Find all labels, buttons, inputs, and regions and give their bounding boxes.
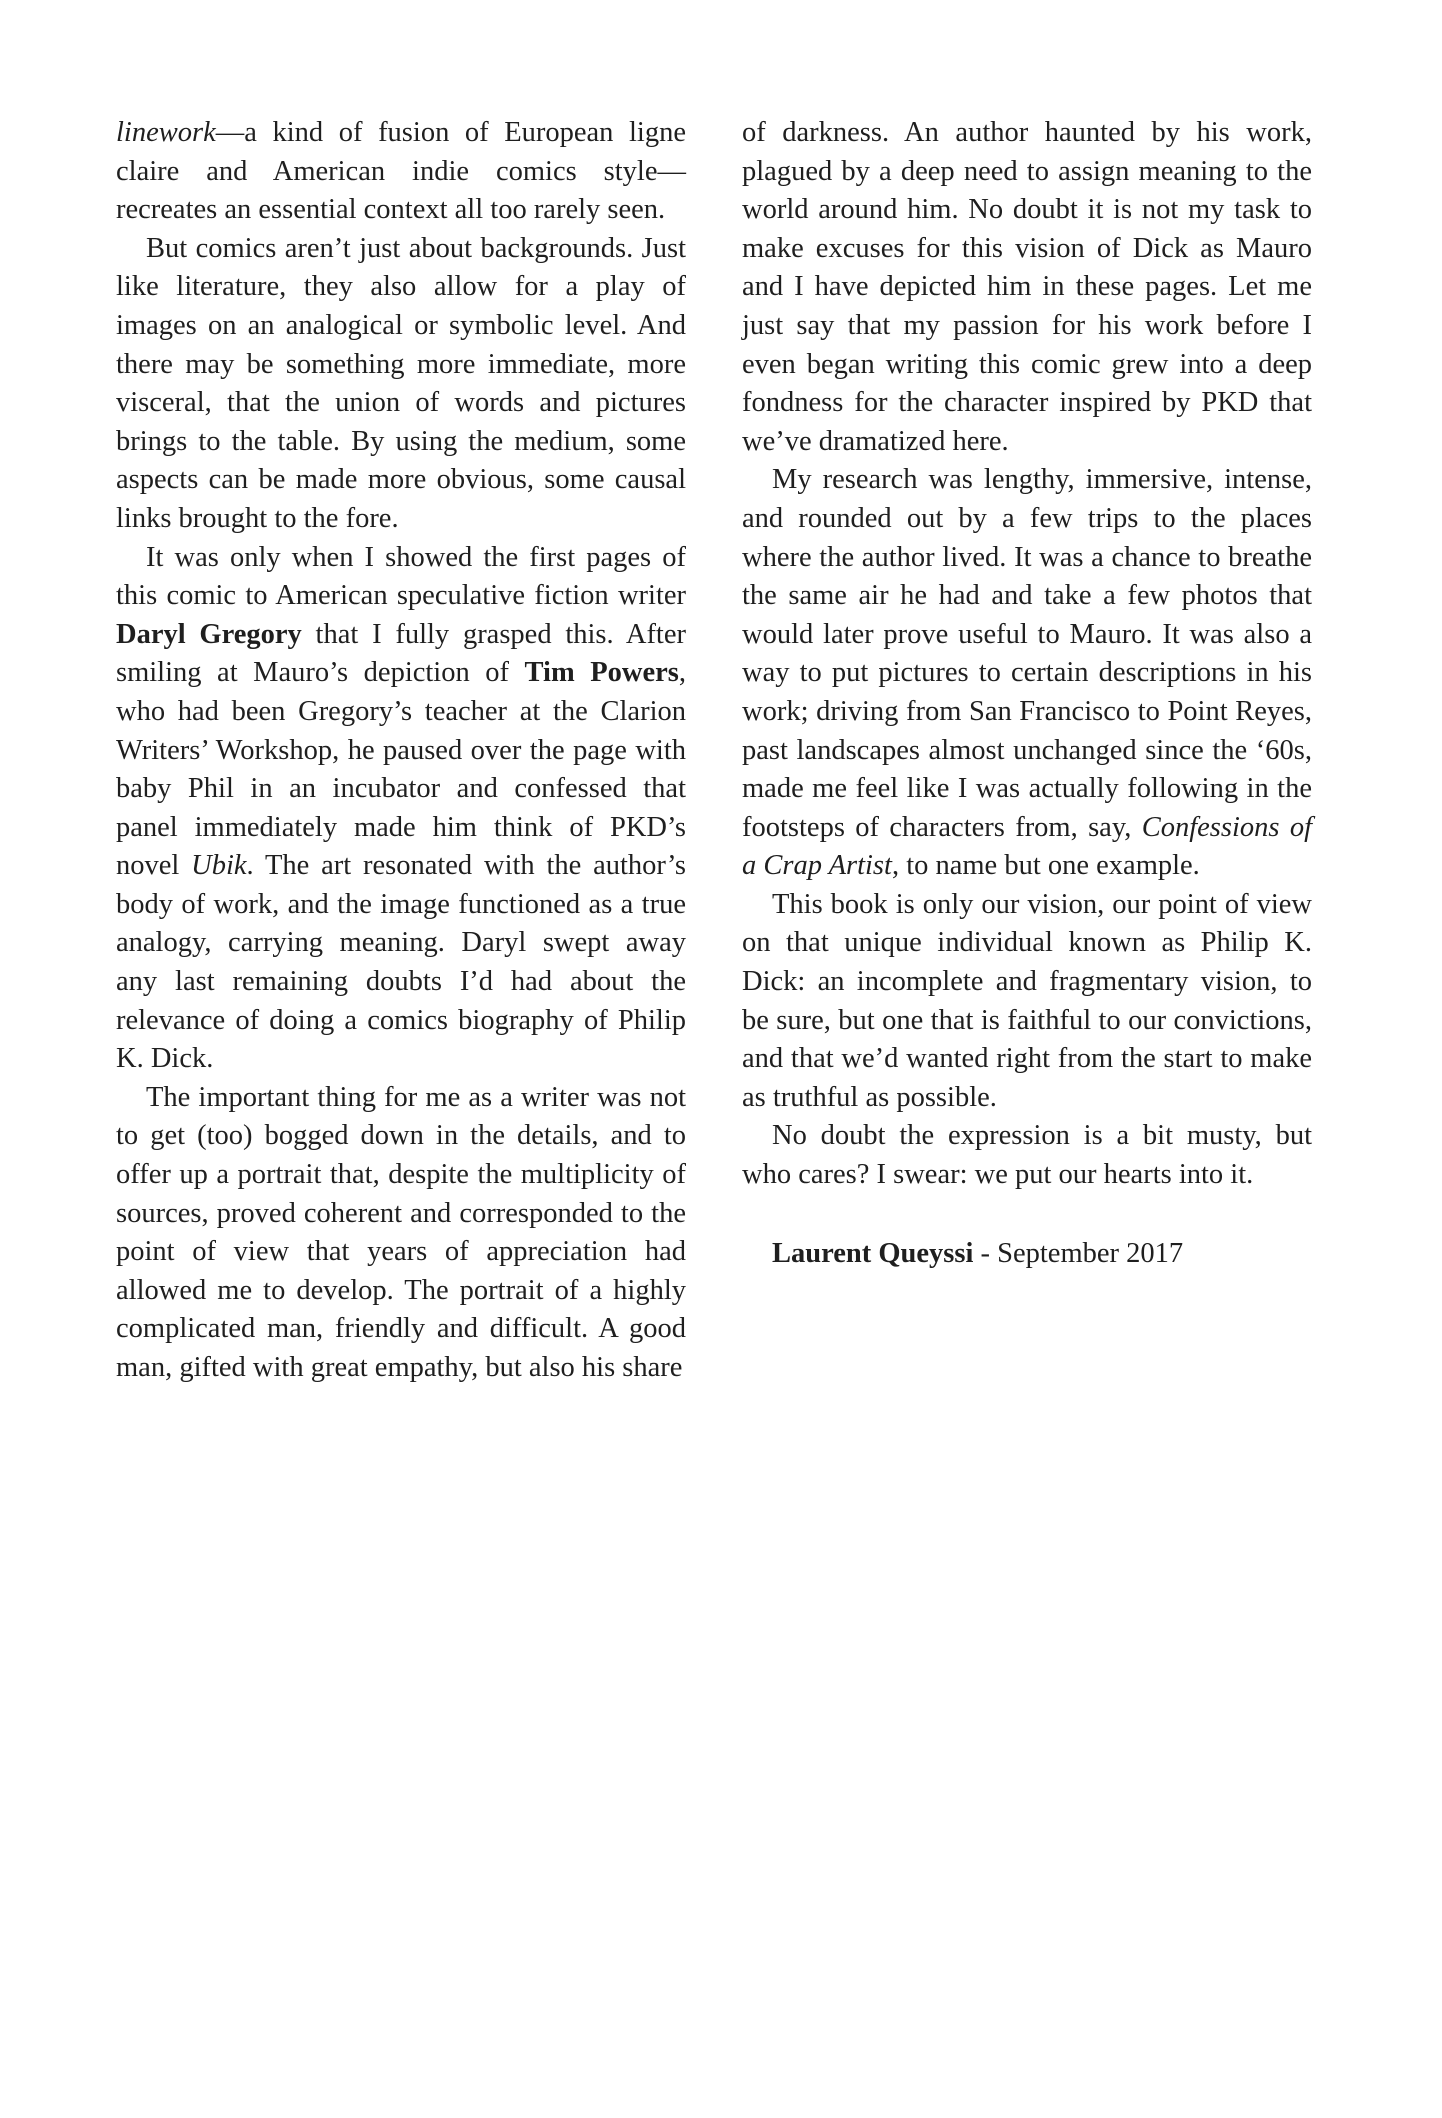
italic-term: linework [116,117,216,148]
paragraph-text: No doubt the expression is a bit musty, but who cares? I swear: we put our hearts into it. [742,1120,1312,1191]
paragraph-text: But comics aren’t just about backgrounds. Just like literature, they also allow for a play of images on an analogical or symbolic level. And there may be something more immediate, more visceral, that the union of words and pictures brings to the table. By using the medium, some aspects can be made more obvious, some causal links brought to the fore. [116,232,686,534]
paragraph-text: —a kind of fusion of European ligne claire and American indie comics style—recreates an essential context all too rarely seen. [116,117,686,226]
paragraph-text: , to name but one example. [891,850,1200,882]
book-title: Confessions of a Crap Artist [742,811,1312,882]
paragraph [742,886,1312,1118]
paragraph-text: of darkness. An author haunted by his work, plagued by a deep need to assign meaning to the world around him. No doubt it is not my task to make excuses for this vision of Dick as Mauro and I have depicted him in these pages. Let me just say that my passion for his work before I even began writing this comic grew into a deep fondness for the character inspired by PKD that we’ve dramatized here. [742,117,1312,457]
paragraph-text: This book is only our vision, our point of view on that unique individual known as Philip K. Dick: an incomplete and fragmentary vision, to be sure, but one that is faithful to our convictions, and that we’d wanted right from the start to make as truthful as possible. [742,888,1312,1113]
paragraph [742,1117,1312,1194]
person-name: Daryl Gregory [116,618,302,650]
paragraph [116,1079,686,1388]
right-text-column [742,114,1312,1273]
paragraph-text: that I fully grasped this. After smiling at Mauro’s depiction of [116,618,686,689]
paragraph [116,230,686,539]
paragraph-text: My research was lengthy, immersive, intense, and rounded out by a few trips to the places where the author lived. It was a chance to breathe the same air he had and take a few photos that would later prove useful to Mauro. It was also a way to put pictures to certain descriptions in his work; driving from San Francisco to Point Reyes, past landscapes almost unchanged since the ‘60s, made me feel like I was actually following in the footsteps of characters from, say, [742,464,1312,843]
paragraph-text: , who had been Gregory’s teacher at the Clarion Writers’ Workshop, he paused over the page with baby Phil in an incubator and confessed that panel immediately made him think of PKD’s novel [116,657,686,882]
person-name: Tim Powers [524,657,679,689]
paragraph-text: The important thing for me as a writer was not to get (too) bogged down in the details, and to offer up a portrait that, despite the multiplicity of sources, proved coherent and corresponded to the point of view that years of appreciation had allowed me to develop. The portrait of a highly complicated man, friendly and difficult. A good man, gifted with great empathy, but also his share [116,1081,686,1383]
signature [742,1235,1312,1274]
paragraph [742,461,1312,886]
paragraph [116,539,686,1079]
paragraph-text: It was only when I showed the first pages of this comic to American speculative fiction writer [116,541,686,612]
book-title: Ubik [191,850,247,882]
paragraph [742,114,1312,461]
author-name: Laurent Queyssi [772,1237,974,1269]
left-text-column [116,114,686,1388]
signature-date: - September 2017 [973,1237,1184,1269]
paragraph [116,114,686,230]
paragraph-text: . The art resonated with the author’s body of work, and the image functioned as a true analogy, carrying meaning. Daryl swept away any last remaining doubts I’d had about the relevance of doing a comics biography of Philip K. Dick. [116,850,686,1075]
